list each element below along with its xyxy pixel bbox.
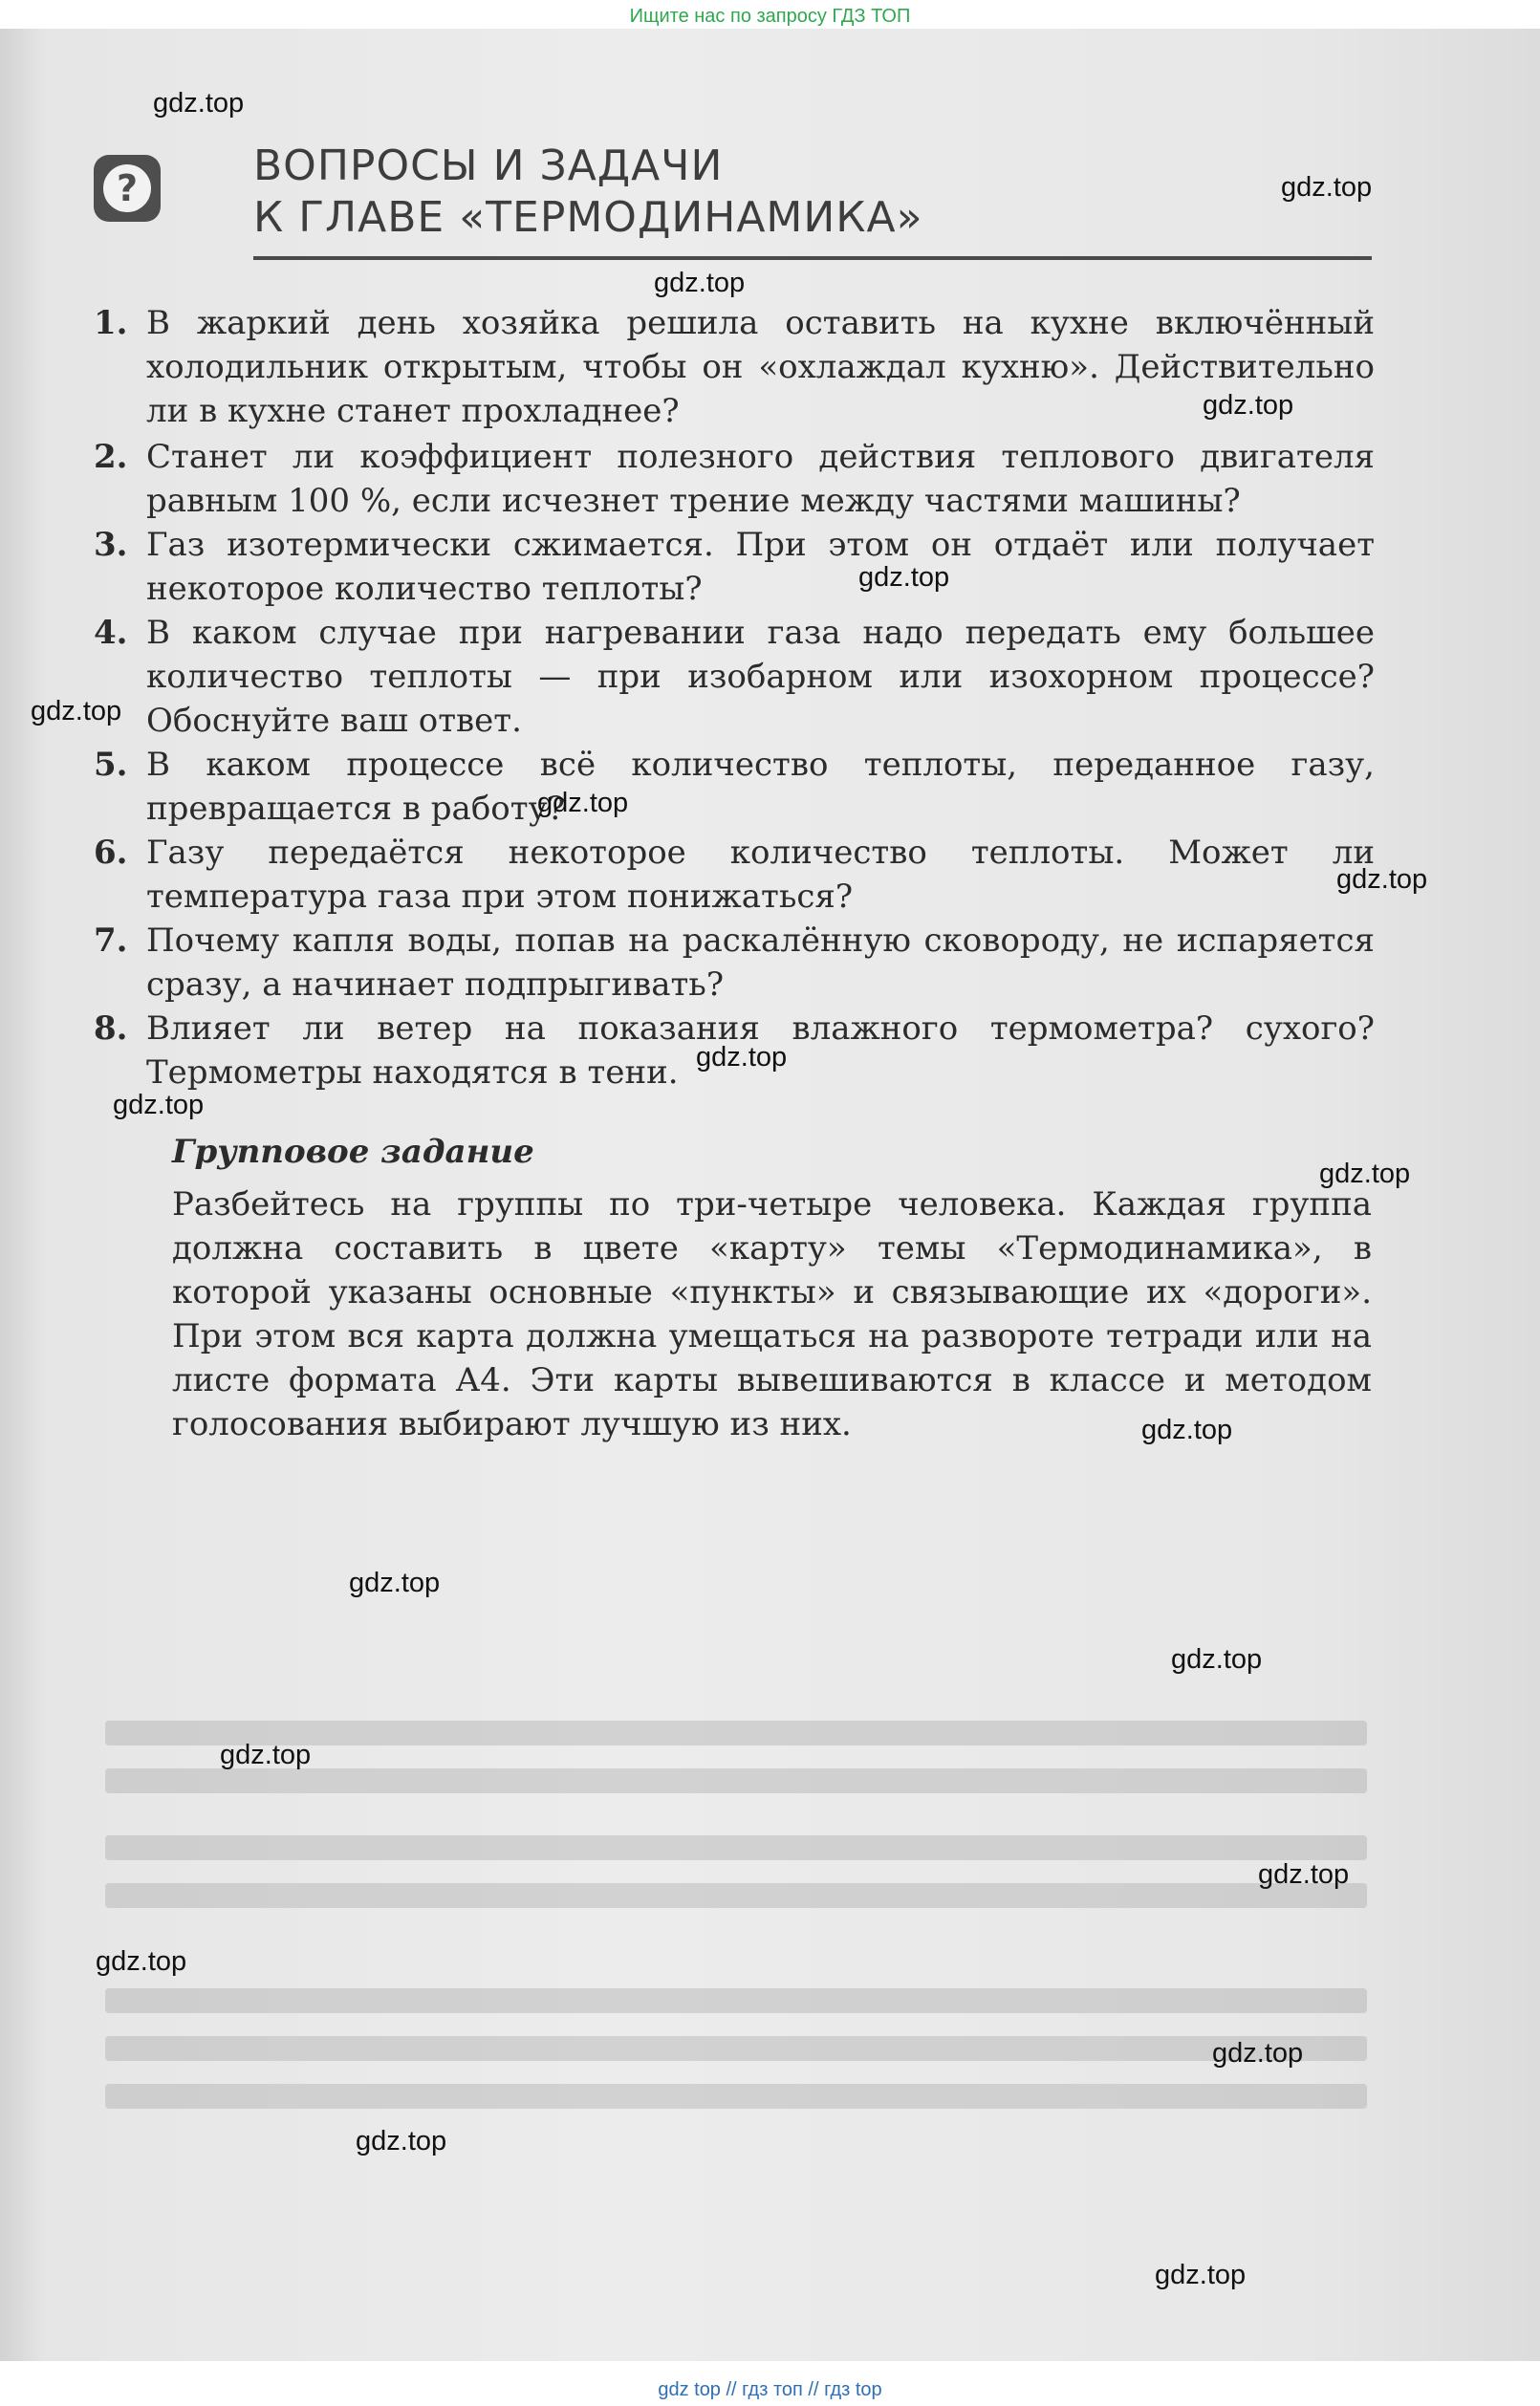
- question-number: 3.: [94, 526, 128, 564]
- question-text: Газ изотермически сжимается. При этом он отдаёт или получает некоторое количество теплоты?: [146, 526, 1375, 608]
- watermark: gdz.top: [1203, 390, 1294, 421]
- watermark: gdz.top: [537, 788, 629, 818]
- question-mark-icon: ?: [94, 155, 161, 222]
- question-number: 7.: [94, 921, 128, 960]
- show-through-text: [105, 1883, 1367, 1908]
- watermark: gdz.top: [113, 1090, 205, 1120]
- question-item: [94, 831, 1375, 919]
- question-text: Газу передаётся некоторое количество теплоты. Может ли температура газа при этом понижаться?: [146, 834, 1375, 916]
- show-through-text: [105, 2084, 1367, 2109]
- question-number: 8.: [94, 1009, 128, 1048]
- watermark: gdz.top: [31, 696, 122, 726]
- watermark: gdz.top: [220, 1740, 312, 1770]
- watermark: gdz.top: [1155, 2260, 1247, 2290]
- question-text: Станет ли коэффициент полезного действия теплового двигателя равным 100 %, если исчезнет трение между частями машины?: [146, 438, 1375, 520]
- question-text: Почему капля воды, попав на раскалённую сковороду, не испаряется сразу, а начинает подпрыгивать?: [146, 921, 1375, 1004]
- heading-line-1: ВОПРОСЫ И ЗАДАЧИ: [253, 141, 724, 190]
- question-number: 4.: [94, 614, 128, 652]
- question-item: [94, 435, 1375, 523]
- question-text: Влияет ли ветер на показания влажного термометра? сухого? Термометры находятся в тени.: [146, 1009, 1375, 1092]
- top-banner: Ищите нас по запросу ГДЗ ТОП: [629, 6, 911, 27]
- question-item: [94, 743, 1375, 831]
- watermark: gdz.top: [1171, 1644, 1263, 1675]
- show-through-text: [105, 2036, 1367, 2061]
- group-task-text: Разбейтесь на группы по три-четыре человека. Каждая группа должна составить в цвете «карту» темы «Термодинамика», в которой указаны основные «пункты» и связывающие их «дороги». При этом вся карта должна умещаться на развороте тетради или на листе формата А4. Эти карты вывешиваются в классе и методом голосования выбирают лучшую из них.: [172, 1185, 1372, 1443]
- group-task-title: Групповое задание: [172, 1133, 534, 1171]
- question-number: 1.: [94, 304, 128, 342]
- heading-line-2: К ГЛАВЕ «ТЕРМОДИНАМИКА»: [253, 193, 923, 242]
- question-number: 6.: [94, 834, 128, 872]
- bottom-banner: gdz top // гдз топ // гдз top: [658, 2379, 882, 2400]
- watermark: gdz.top: [1281, 172, 1373, 203]
- question-number: 2.: [94, 438, 128, 476]
- watermark: gdz.top: [696, 1042, 788, 1073]
- question-item: [94, 919, 1375, 1007]
- watermark: gdz.top: [153, 88, 245, 119]
- question-item: [94, 523, 1375, 611]
- question-item: [94, 301, 1375, 435]
- heading-underline: [253, 256, 1372, 260]
- watermark: gdz.top: [858, 562, 950, 593]
- question-text: В каком процессе всё количество теплоты, переданное газу, превращается в работу?: [146, 746, 1375, 828]
- watermark: gdz.top: [1319, 1159, 1411, 1189]
- questions-list: [94, 301, 1375, 1095]
- question-number: 5.: [94, 746, 128, 784]
- watermark: gdz.top: [356, 2126, 447, 2157]
- watermark: gdz.top: [349, 1568, 441, 1598]
- watermark: gdz.top: [1336, 864, 1428, 895]
- watermark: gdz.top: [654, 268, 746, 298]
- watermark: gdz.top: [1141, 1415, 1233, 1445]
- watermark: gdz.top: [96, 1946, 187, 1977]
- question-text: В жаркий день хозяйка решила оставить на кухне включённый холодильник открытым, чтобы он «охлаждал кухню». Действительно ли в кухне станет прохладнее?: [146, 304, 1375, 430]
- show-through-text: [105, 1768, 1367, 1793]
- show-through-text: [105, 1988, 1367, 2013]
- watermark: gdz.top: [1212, 2038, 1304, 2069]
- watermark: gdz.top: [1258, 1859, 1350, 1890]
- question-text: В каком случае при нагревании газа надо передать ему большее количество теплоты — при изобарном или изохорном процессе? Обоснуйте ваш ответ.: [146, 614, 1375, 740]
- question-item: [94, 611, 1375, 743]
- show-through-text: [105, 1835, 1367, 1860]
